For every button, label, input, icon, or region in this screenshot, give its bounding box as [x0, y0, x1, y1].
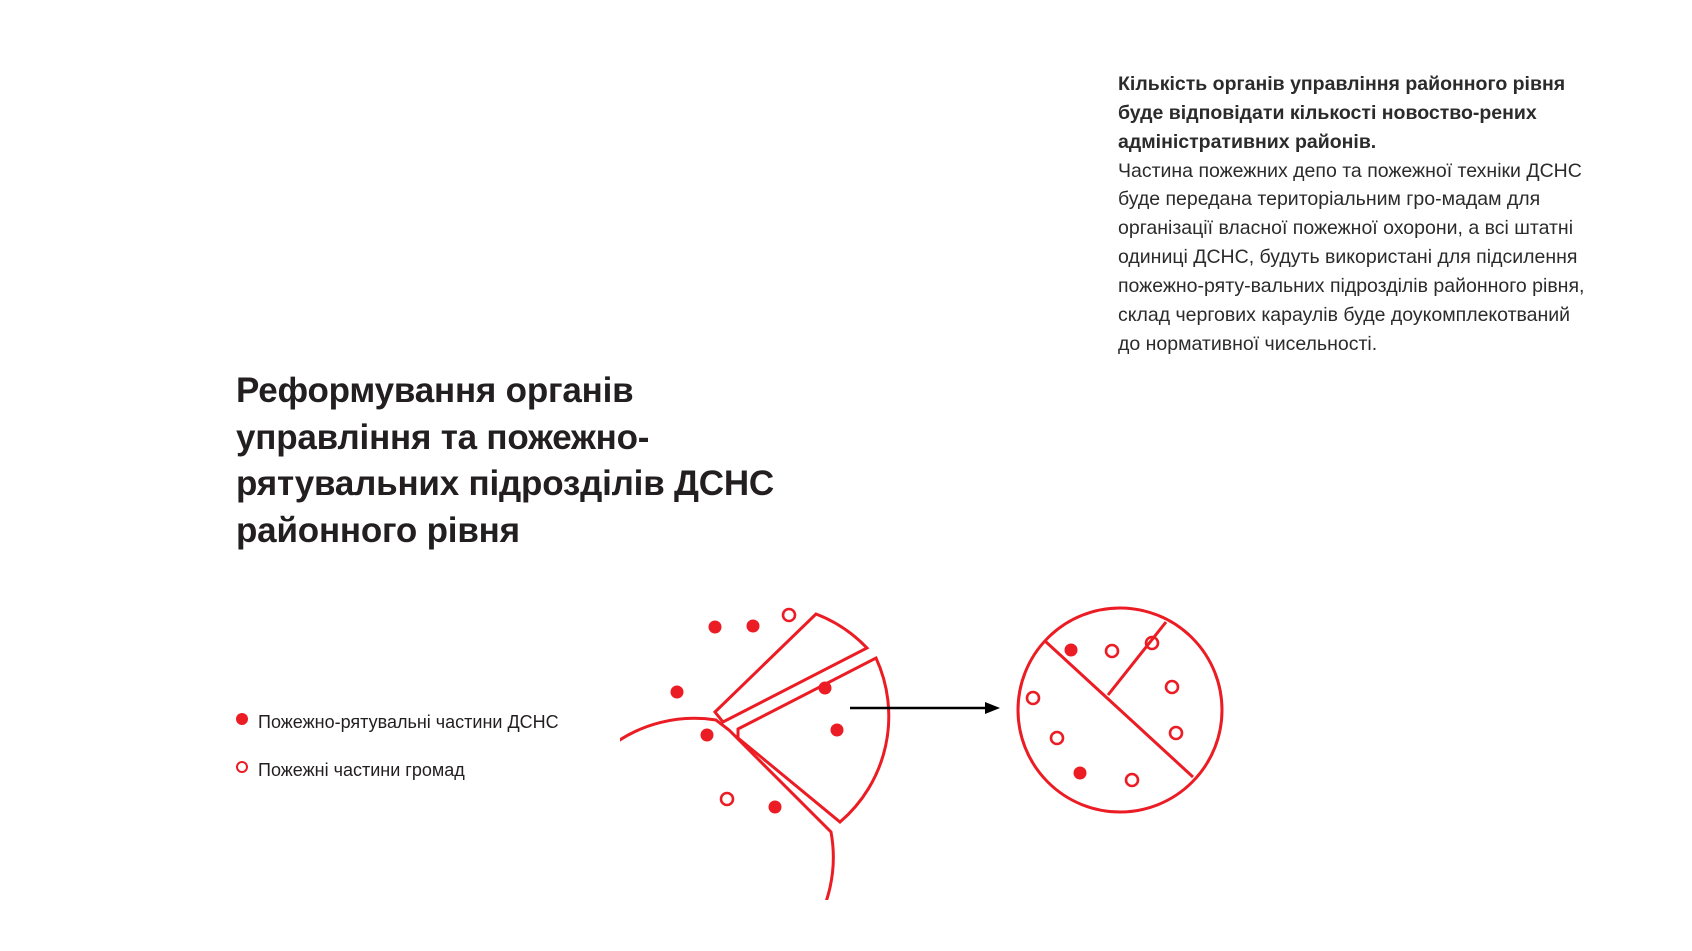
legend-item-dsns	[236, 710, 616, 736]
legend-label-dsns: Пожежно-рятувальні частини ДСНС	[258, 712, 559, 732]
filled-dot-icon	[1074, 767, 1087, 780]
filled-dot-icon	[701, 729, 714, 742]
filled-dot-icon	[819, 682, 832, 695]
hollow-dot-icon	[1106, 645, 1118, 657]
legend-label-hromady: Пожежні частини громад	[258, 759, 465, 780]
transformation-arrow	[850, 702, 1000, 714]
note-body-text: Частина пожежних депо та пожежної техніки ДСНС буде передана територіальним гро-мадам для організації власної пожежної охорони, а всі штатні одиниці ДСНС, будуть використані для підсилення пожежно-ряту-вальних підрозділів районного рівня, склад чергових караулів буде доукомплекотваний до нормативної чисельності.	[1118, 159, 1585, 355]
hollow-dot-icon	[1051, 732, 1063, 744]
hollow-dot-icon	[1166, 681, 1178, 693]
filled-dot-icon	[831, 724, 844, 737]
hollow-dot-icon	[1126, 774, 1138, 786]
hollow-dot-icon	[783, 609, 795, 621]
filled-dot-icon	[671, 686, 684, 699]
hollow-dot-icon	[1170, 727, 1182, 739]
legend-item-hromady	[236, 758, 616, 784]
legend	[236, 710, 616, 805]
reform-diagram	[620, 600, 1340, 900]
filled-dot-icon	[236, 713, 258, 725]
page-title: Реформування органів управління та пожежно-рятувальних підрозділів ДСНС районного рівня	[236, 371, 775, 550]
before-circle-group	[620, 609, 889, 900]
filled-dot-icon	[1065, 644, 1078, 657]
filled-dot-icon	[747, 620, 760, 633]
filled-dot-icon	[709, 621, 722, 634]
filled-dot-icon	[769, 801, 782, 814]
hollow-dot-icon	[721, 793, 733, 805]
after-circle-group	[1018, 608, 1222, 812]
note-block	[1118, 70, 1588, 359]
hollow-dot-icon	[236, 761, 258, 773]
note-lead-text: Кількість органів управління районного рівня буде відповідати кількості новоство-рених адміністративних районів.	[1118, 73, 1566, 153]
hollow-dot-icon	[1027, 692, 1039, 704]
